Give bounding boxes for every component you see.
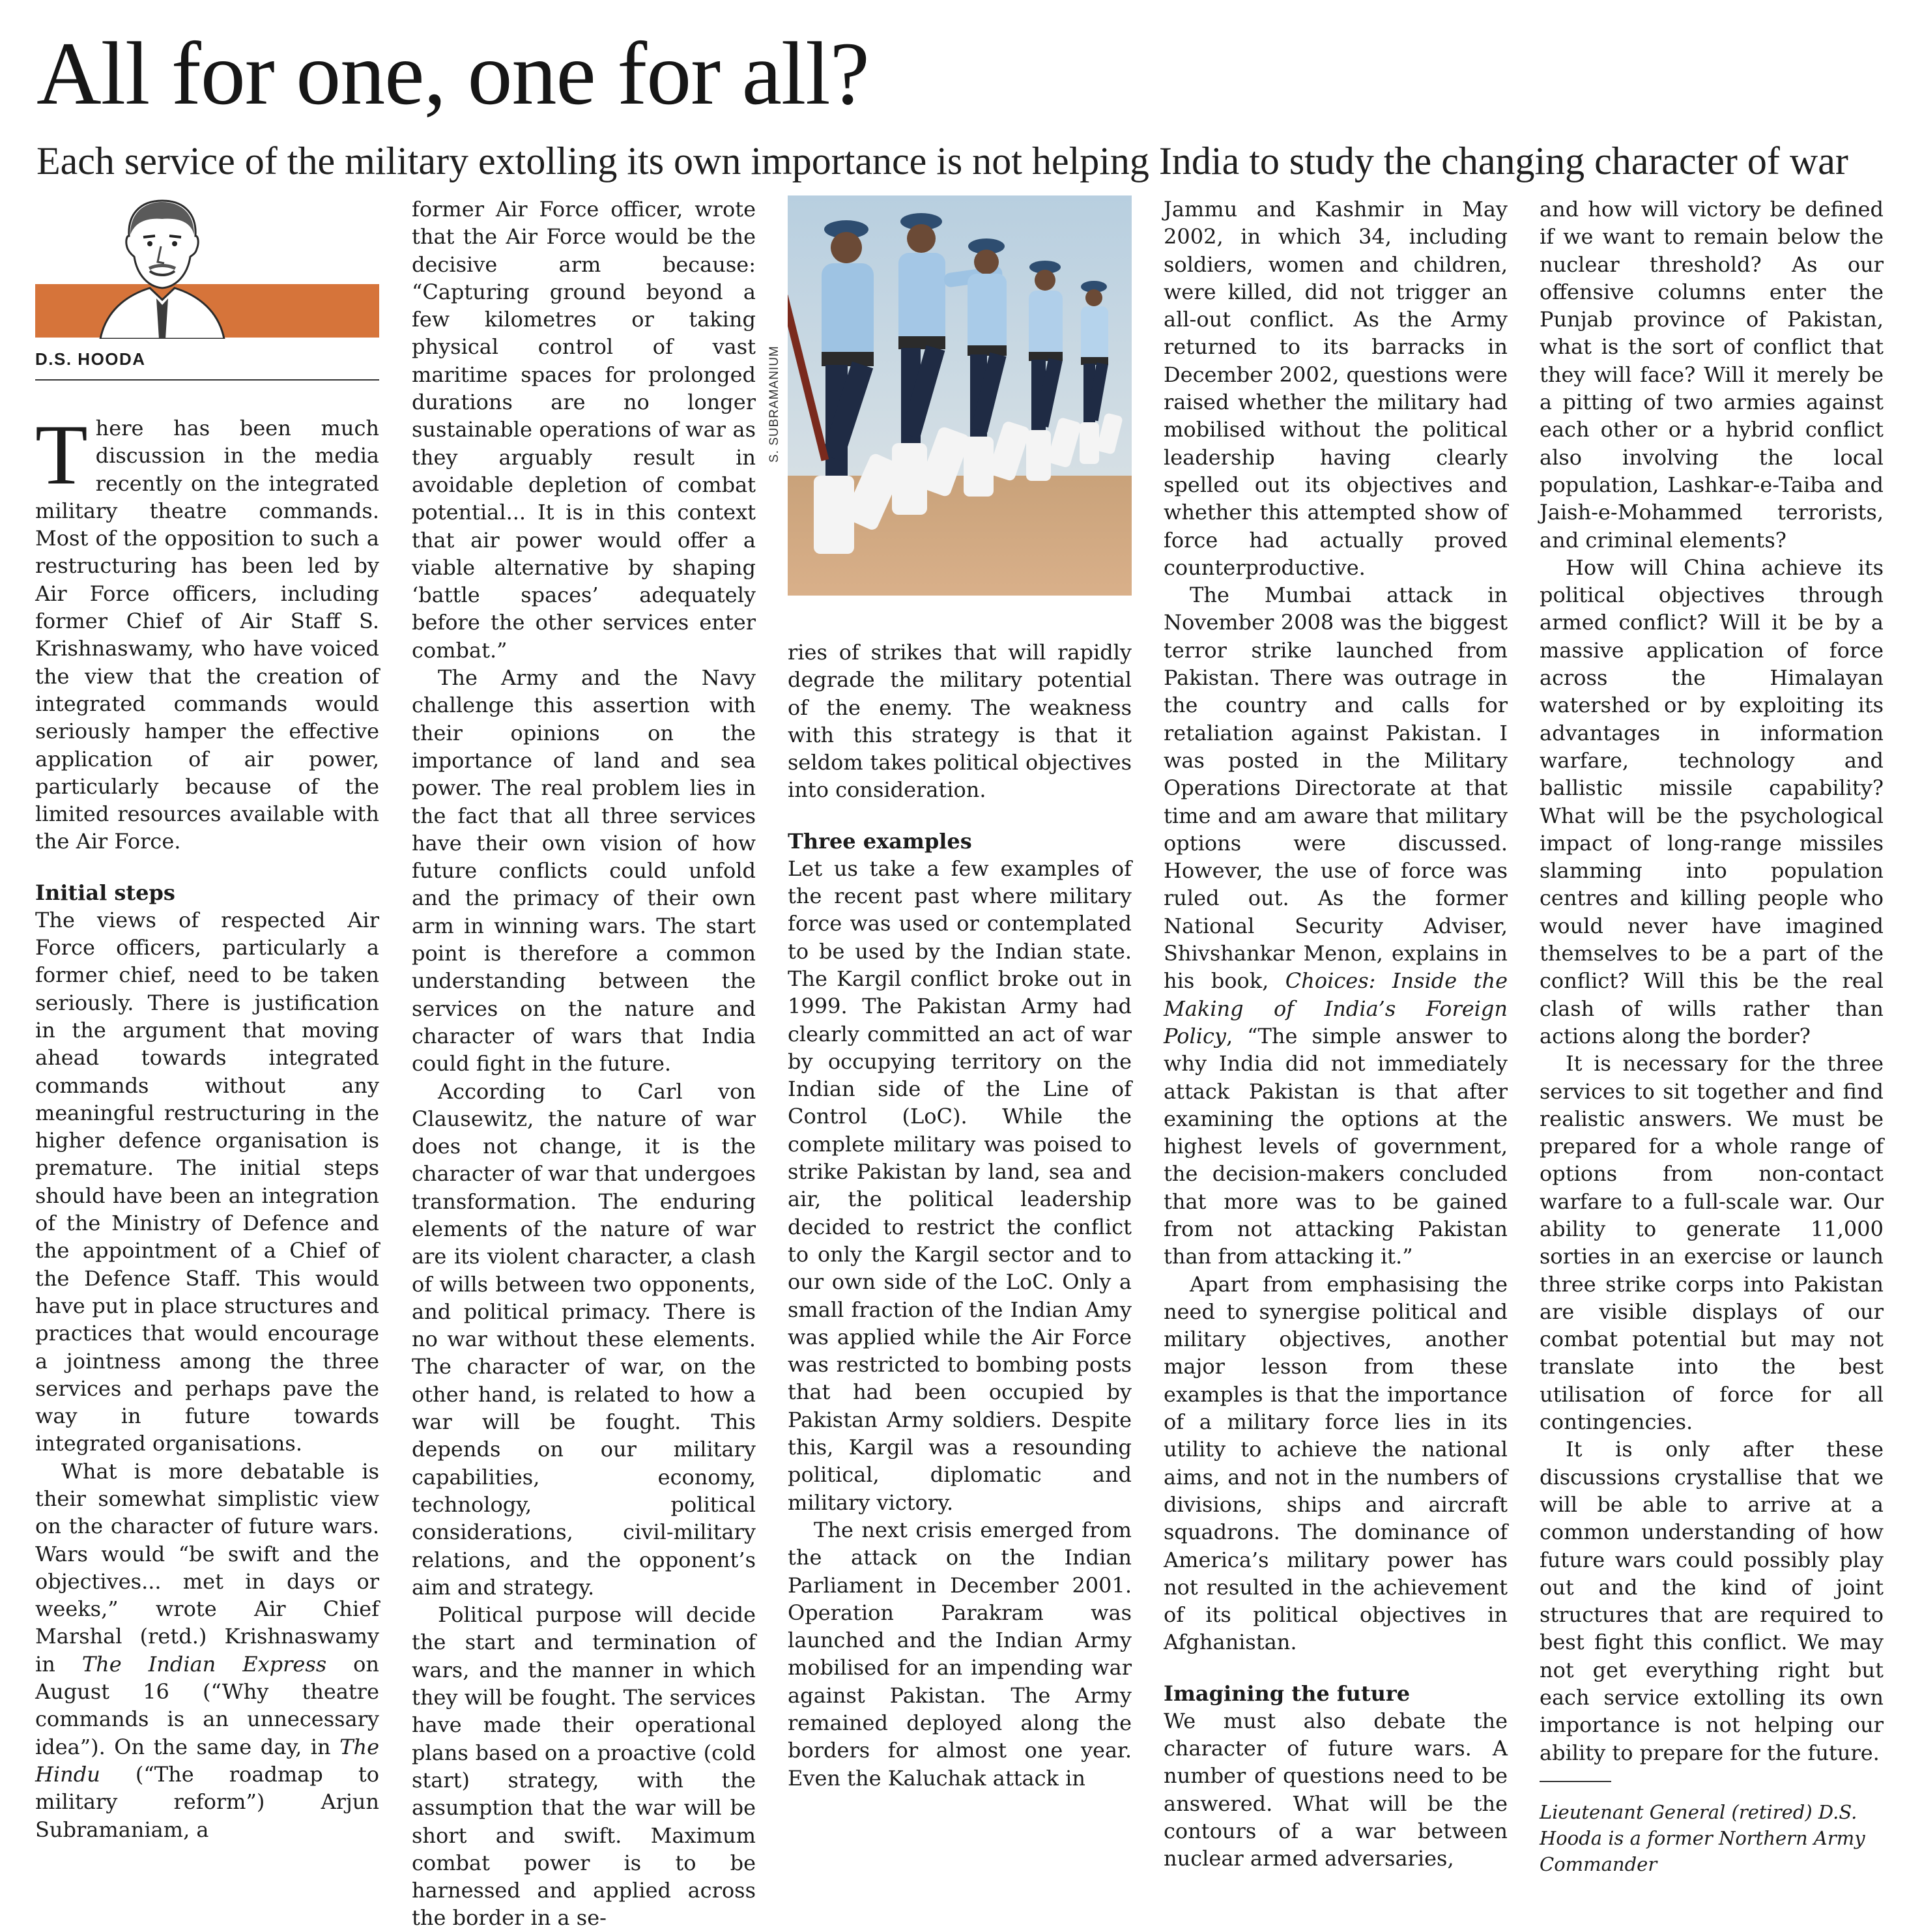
photo-credit: S. SUBRAMANIUM [767, 345, 781, 463]
column-4 [1164, 195, 1508, 1873]
intro-paragraph: There has been much discussion in the media recently on the integrated military theatre commands. Most of the opposition to such a restructuring has been led by Air Force officers, including former Chief of Air Staff S. Krishnaswamy, who have voiced the view that the creation of integrated commands would seriously hamper the effective application of air power, particularly because of the limited resources available with the Air Force. [35, 407, 379, 854]
body-paragraph: Political purpose will decide the start and termination of wars, and the manner in which they will be fought. The services have made their operational plans based on a proactive (cold start) strategy, with the assumption that the war will be short and swift. Maximum combat power is to be harnessed and applied across the border in a se- [412, 1602, 756, 1931]
column-1 [35, 407, 380, 1843]
author-bio: Lieutenant General (retired) D.S. Hooda is a former Northern Army Commander [1540, 1800, 1865, 1875]
body-paragraph: former Air Force officer, wrote that the Air Force would be the decisive arm because: “Capturing ground beyond a few kilometres or taking physical control of vast maritime spaces for prolonged durations are no longer sustainable operations of war as they arguably result in avoidable depletion of combat potential... It is in this context that air power would offer a viable alternative by shaping ‘battle spaces’ adequately before the other services enter combat.” [412, 197, 756, 663]
body-paragraph: Jammu and Kashmir in May 2002, in which 34, including soldiers, women and children, were killed, did not trigger an all-out conflict. As the Army returned to its barracks in December 2002, questions were raised whether the military had mobilised without the political leadership having clearly spelled out its objectives and whether this attempted show of force had actually proved counterproductive. [1164, 197, 1508, 580]
subhead-imagining-the-future: Imagining the future [1164, 1680, 1411, 1706]
body-paragraph: The next crisis emerged from the attack on the Indian Parliament in December 2001. Operation Parakram was launched and the Indian Army mobilised for an impending war against Pakistan. The Army remained deployed along the borders for almost one year. Even the Kaluchak attack in [788, 1517, 1132, 1791]
body-paragraph: The Army and the Navy challenge this assertion with their opinions on the importance of land and sea power. The real problem lies in the fact that all three services have their own vision of how future conflicts could unfold and the primacy of their own arm in winning wars. The start point is therefore a common understanding between the services on the nature and character of wars that India could fight in the future. [412, 665, 756, 1076]
headline: All for one, one for all? [36, 23, 869, 123]
column-2 [412, 195, 756, 1932]
body-paragraph: According to Carl von Clausewitz, the nature of war does not change, it is the character of war that undergoes transformation. The enduring elements of the nature of war are its violent character, a clash of wills between two opponents, and political primacy. There is no war without these elements. The character of war, on the other hand, is related to how a war will be fought. This depends on our military capabilities, economy, technology, political considerations, civil-military relations, and the opponent’s aim and strategy. [412, 1078, 756, 1600]
body-paragraph: It is only after these discussions crystallise that we will be able to arrive at a common understanding of how future wars could possibly play out and the kind of joint structures that are required to best fight this conflict. We may not get everything right but each service extolling its own importance is not helping our ability to prepare for the future. [1540, 1437, 1884, 1765]
body-paragraph: The views of respected Air Force officers, particularly a former chief, need to be taken seriously. There is justification in the argument that moving ahead towards integrated commands without any meaningful restructuring in the higher defence organisation is premature. The initial steps should have been an integration of the Ministry of Defence and the appointment of a Chief of the Defence Staff. This would have put in place structures and practices that would encourage a jointness among the three services and perhaps pave the way in future towards integrated organisations. [35, 907, 379, 1456]
drop-cap: T [35, 407, 88, 502]
author-name: D.S. HOODA [35, 349, 146, 369]
subhead-three-examples: Three examples [788, 828, 972, 854]
body-paragraph: and how will victory be defined if we want to remain below the nuclear threshold? As our offensive columns enter the Punjab province of Pakistan, what is the sort of conflict that they will face? Will it merely be a pitting of two armies against each other or a hybrid conflict also involving the local population, Lashkar-e-Taiba and Jaish-e-Mohammed terrorists, and criminal elements? [1540, 197, 1884, 553]
body-paragraph: The Mumbai attack in November 2008 was the biggest terror strike launched from Pakistan. There was outrage in the country and calls for retaliation against Pakistan. I was posted in the Military Operations Directorate at that time and am aware that military options were discussed. However, the use of force was ruled out. As the former National Security Adviser, Shivshankar Menon, explains in his book, Choices: Inside the Making of India’s Foreign Policy, “The simple answer to why India did not immediately attack Pakistan is that after examining the options at the highest levels of government, the decision-makers concluded that more was to be gained from not attacking Pakistan than from attacking it.” [1164, 583, 1508, 1269]
column-5 [1540, 195, 1884, 1877]
body-paragraph: It is necessary for the three services to sit together and find realistic answers. We must be prepared for a whole range of options from non-contact warfare to a full-scale war. Our ability to generate 11,000 sorties in an exercise or launch three strike corps into Pakistan are visible displays of our combat potential but may not translate into the best utilisation of force for all contingencies. [1540, 1051, 1884, 1435]
body-paragraph: ries of strikes that will rapidly degrade the military potential of the enemy. The weakness with this strategy is that it seldom takes political objectives into consideration. [788, 640, 1132, 803]
body-paragraph: What is more debatable is their somewhat simplistic view on the character of future wars. Wars would “be swift and the objectives... met in days or weeks,” wrote Air Chief Marshal (retd.) Krishnaswamy in The Indian Express on August 16 (“Why theatre commands is an unnecessary idea”). On the same day, in The Hindu (“The roadmap to military reform”) Arjun Subramaniam, a [35, 1458, 380, 1842]
author-block [35, 195, 379, 391]
standfirst: Each service of the military extolling its own importance is not helping India to study the changing character of war [36, 139, 1848, 182]
column-3 [788, 639, 1132, 1792]
body-paragraph: How will China achieve its political objectives through armed conflict? Will it be by a massive application of force across the Himalayan watershed or by exploiting its advantages in information warfare, technology and ballistic missile capability? What will be the psychological impact of long-range missiles slamming into population centres and killing people who would never have imagined themselves to be a part of the conflict? Will this be the real clash of wills rather than actions along the border? [1540, 555, 1884, 1048]
body-paragraph: Apart from emphasising the need to synergise political and military objectives, another major lesson from these examples is that the importance of a military force lies in its utility to achieve the national aims, and not in the numbers of divisions, ships and aircraft squadrons. The dominance of America’s military power has not resulted in the achievement of its political objectives in Afghanistan. [1164, 1271, 1508, 1655]
subhead-initial-steps: Initial steps [35, 880, 175, 905]
end-rule [1540, 1781, 1611, 1782]
author-portrait [87, 195, 237, 339]
parade-photo [788, 195, 1132, 596]
body-paragraph: Let us take a few examples of the recent past where military force was used or contemplated to be used by the Indian state. The Kargil conflict broke out in 1999. The Pakistan Army had clearly committed an act of war by occupying territory on the Indian side of the Line of Control (LoC). While the complete military was poised to strike Pakistan by land, sea and air, the political leadership decided to restrict the conflict to only the Kargil sector and to our own side of the LoC. Only a small fraction of the Indian Amy was applied while the Air Force was restricted to bombing posts that had been occupied by Pakistan Army soldiers. Despite this, Kargil was a resounding political, diplomatic and military victory. [788, 856, 1132, 1515]
author-divider [35, 379, 379, 381]
body-paragraph: We must also debate the character of future wars. A number of questions need to be answered. What will be the contours of a war between nuclear armed adversaries, [1164, 1708, 1508, 1871]
